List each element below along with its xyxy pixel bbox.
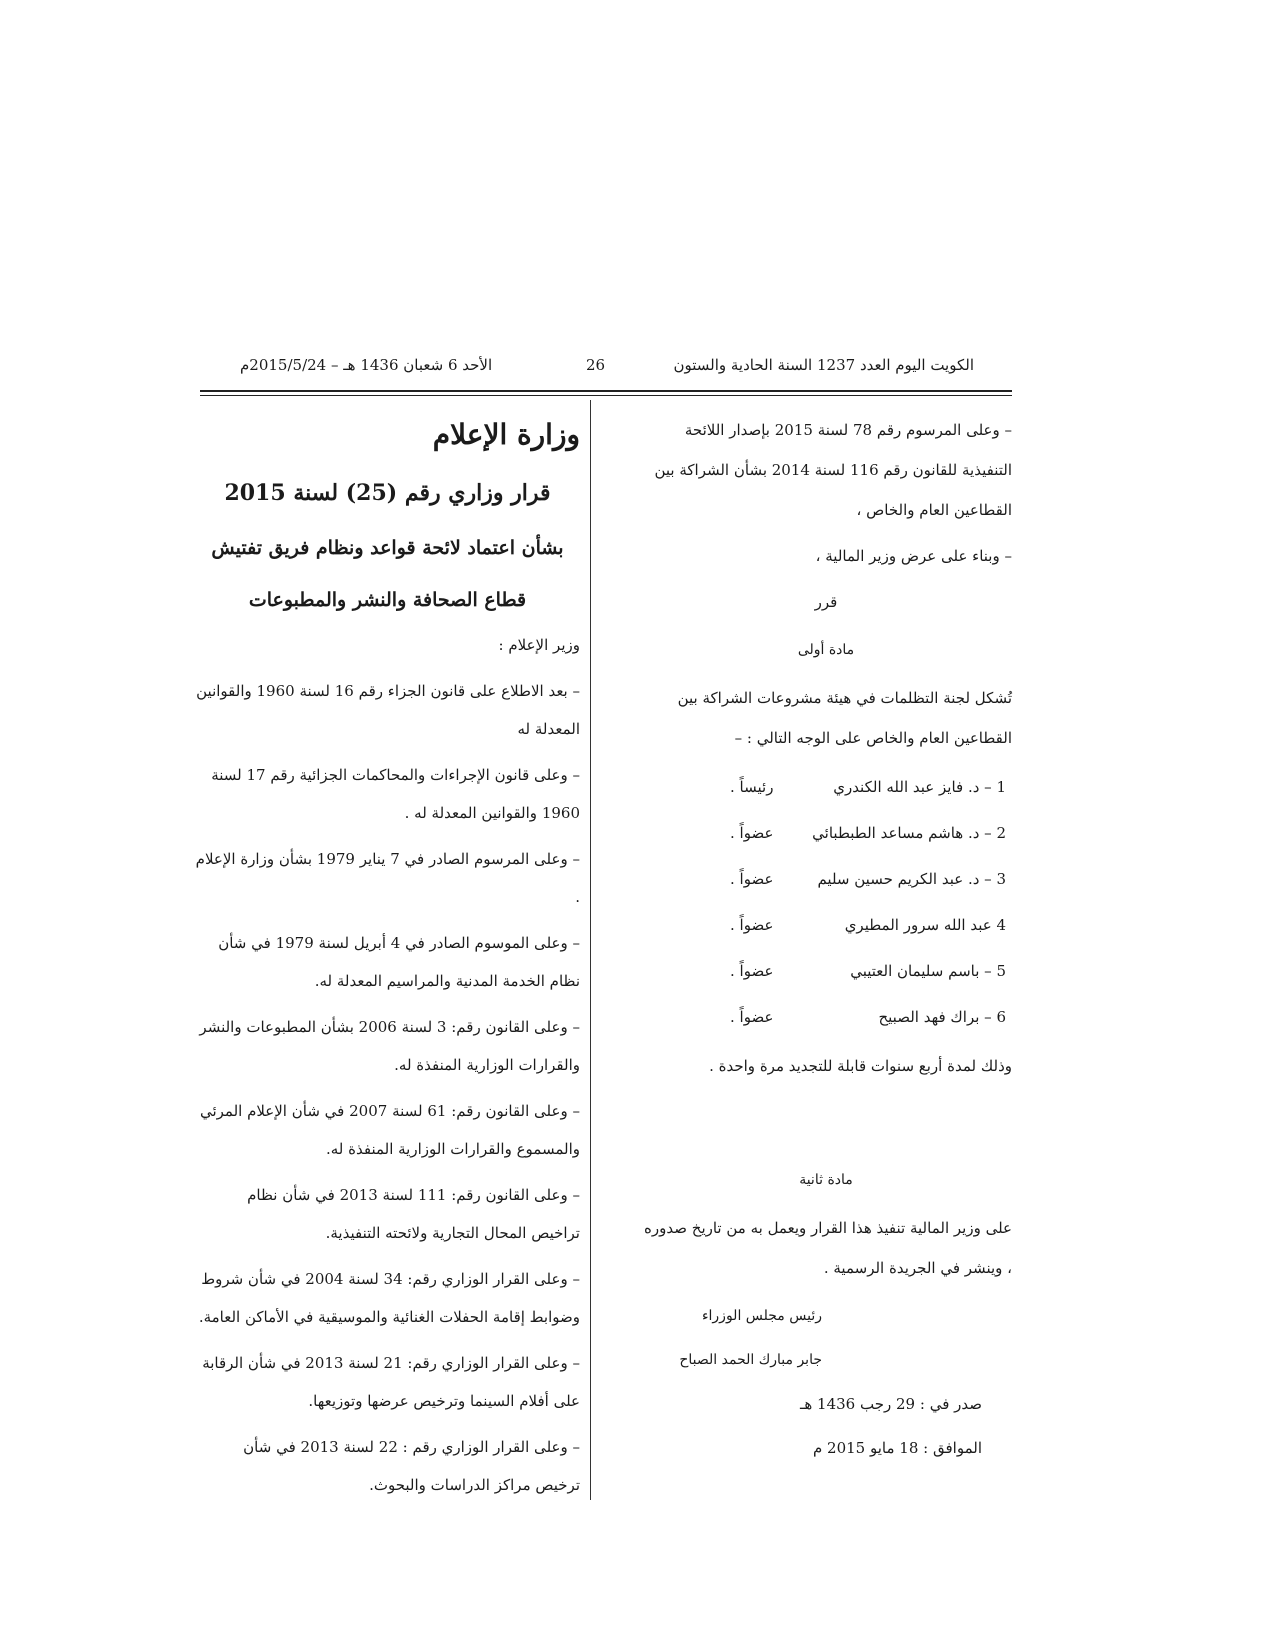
paragraph: – وعلى القانون رقم: 61 لسنة 2007 في شأن الإعلام المرئي والمسموع والقرارات الوزارية المنفذة له.: [199, 1102, 580, 1158]
header-rule: [200, 390, 1012, 392]
right-column: [640, 410, 1012, 1470]
paragraph: – وعلى القرار الوزاري رقم: 34 لسنة 2004 في شأن شروط وضوابط إقامة الحفلات الغنائية والموسيقية في الأماكن العامة.: [198, 1270, 580, 1326]
issued-gregorian-date: الموافق : 18 مايو 2015 م: [812, 1439, 982, 1457]
decision-subject-line-2: قطاع الصحافة والنشر والمطبوعات: [248, 589, 527, 611]
article-2-title: مادة ثانية: [799, 1172, 853, 1188]
duration-text: وذلك لمدة أربع سنوات قابلة للتجديد مرة واحدة .: [709, 1057, 1012, 1075]
member-role: عضواً .: [730, 824, 774, 842]
decision-subject-line-1: بشأن اعتماد لائحة قواعد ونظام فريق تفتيش: [211, 537, 564, 559]
paragraph: – وعلى القانون رقم: 111 لسنة 2013 في شأن نظام تراخيص المحال التجارية ولائحته التنفيذية.: [247, 1186, 580, 1242]
signer-name: جابر مبارك الحمد الصباح: [679, 1352, 822, 1368]
member-name: 1 – د. فايز عبد الله الكندري: [833, 778, 1006, 796]
member-role: رئيساً .: [730, 778, 774, 796]
paragraph: – وعلى المرسوم الصادر في 7 يناير 1979 بشأن وزارة الإعلام .: [195, 850, 580, 906]
member-role: عضواً .: [730, 962, 774, 980]
paragraph: – وعلى المرسوم رقم 78 لسنة 2015 بإصدار اللائحة التنفيذية للقانون رقم 116 لسنة 2014 بشأن الشراكة بين القطاعين العام والخاص ،: [654, 421, 1012, 519]
decision-title: قرار وزاري رقم (25) لسنة 2015: [224, 480, 551, 506]
list-item: [640, 764, 1012, 810]
member-name: 3 – د. عبد الكريم حسين سليم: [817, 870, 1006, 888]
list-item: [640, 810, 1012, 856]
member-name: 2 – د. هاشم مساعد الطبطبائي: [812, 824, 1006, 842]
page-number: 26: [586, 356, 606, 374]
committee-members: [640, 764, 1012, 1040]
article-2-text: على وزير المالية تنفيذ هذا القرار ويعمل به من تاريخ صدوره ، وينشر في الجريدة الرسمية .: [644, 1219, 1012, 1277]
paragraph: – وعلى قانون الإجراءات والمحاكمات الجزائية رقم 17 لسنة 1960 والقوانين المعدلة له .: [211, 766, 580, 822]
ministry-heading: وزارة الإعلام: [432, 418, 580, 451]
paragraph: – وعلى القرار الوزاري رقم : 22 لسنة 2013 في شأن ترخيص مراكز الدراسات والبحوث.: [243, 1438, 580, 1494]
member-name: 5 – باسم سليمان العتيبي: [850, 962, 1006, 980]
decided-heading: قرر: [814, 593, 838, 611]
article-1-text: تُشكل لجنة التظلمات في هيئة مشروعات الشراكة بين القطاعين العام والخاص على الوجه التالي : –: [677, 689, 1012, 747]
paragraph: – وعلى الموسوم الصادر في 4 أبريل لسنة 1979 في شأن نظام الخدمة المدنية والمراسيم المعدلة له.: [218, 934, 580, 990]
member-role: عضواً .: [730, 1008, 774, 1026]
paragraph: – وبناء على عرض وزير المالية ،: [815, 547, 1012, 565]
list-item: [640, 856, 1012, 902]
member-name: 6 – براك فهد الصبيح: [878, 1008, 1006, 1026]
minister-label: وزير الإعلام :: [498, 636, 580, 654]
paragraph: – وعلى القانون رقم: 3 لسنة 2006 بشأن المطبوعات والنشر والقرارات الوزارية المنفذة له.: [199, 1018, 580, 1074]
header-issue-info: الكويت اليوم العدد 1237 السنة الحادية والستون: [673, 356, 974, 374]
header-rule-thin: [200, 395, 1012, 396]
list-item: [640, 902, 1012, 948]
column-divider: [590, 400, 591, 1500]
signer-title: رئيس مجلس الوزراء: [701, 1308, 822, 1324]
page-header: [200, 356, 1012, 386]
member-role: عضواً .: [730, 870, 774, 888]
issued-hijri-date: صدر في : 29 رجب 1436 هـ: [799, 1395, 982, 1413]
paragraph: – وعلى القرار الوزاري رقم: 21 لسنة 2013 في شأن الرقابة على أفلام السينما وترخيص عرضها وتوزيعها.: [202, 1354, 580, 1410]
article-1-title: مادة أولى: [797, 642, 855, 658]
header-date: الأحد 6 شعبان 1436 هـ – 2015/5/24م: [240, 356, 493, 374]
list-item: [640, 994, 1012, 1040]
left-column: [195, 410, 580, 1512]
list-item: [640, 948, 1012, 994]
member-name: 4 عبد الله سرور المطيري: [844, 916, 1006, 934]
paragraph: – بعد الاطلاع على قانون الجزاء رقم 16 لسنة 1960 والقوانين المعدلة له: [196, 682, 580, 738]
member-role: عضواً .: [730, 916, 774, 934]
